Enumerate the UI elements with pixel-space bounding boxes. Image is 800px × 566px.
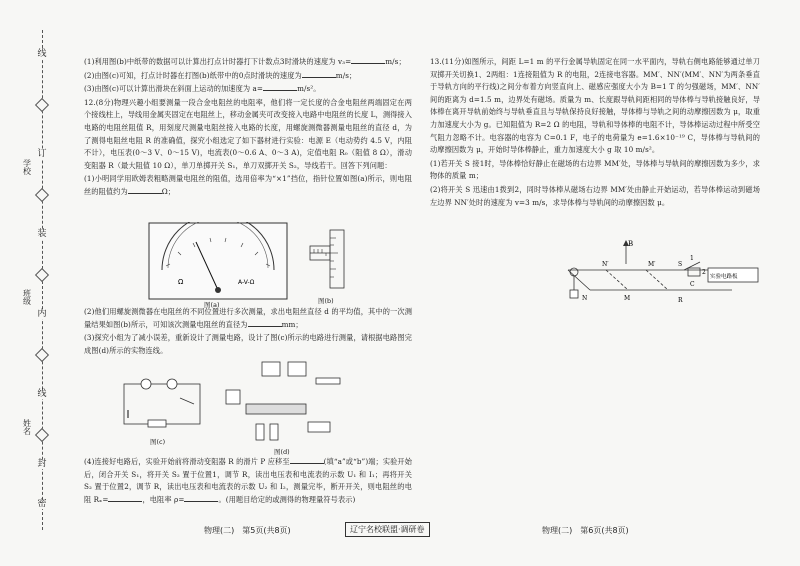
left-page-number: 物理(二) 第5页(共8页) [204,526,291,535]
answer-blank[interactable] [302,70,336,78]
circuit-diagram-figure [118,376,208,434]
left-column-bottom [84,456,412,507]
diamond-icon [35,428,49,442]
point-m-prime: M′ [648,261,656,268]
class-label: 班级 [23,289,31,307]
q11-part-2: (2)由图(c)可知，打点计时器在打图(b)纸带中的0点时滑块的速度为 m/s； [84,70,357,80]
switch-pos-1: 1 [690,255,694,262]
q12-part-1: (1)小明同学用欧姆表粗略测量电阻丝的阻值，选用倍率为“×1”挡位，指针位置如图(a)所示，则电阻丝的阻值约为 Ω； [84,174,412,196]
figure-b-caption: 图(b) [318,297,334,305]
switch-pos-2: 2 [702,269,706,276]
answer-blank[interactable] [128,186,162,194]
q12-part-2: (2)他们用螺旋测微器在电阻丝的不同位置进行多次测量，求出电阻丝直径 d 的平均值，其中的一次测量结果如图(b)所示，可知该次测量电阻丝的直径为 mm； [84,307,412,329]
diamond-icon [35,98,49,112]
cut-word: 线 [35,390,49,399]
point-n-prime: N′ [602,261,609,268]
school-label: 学校 [23,159,31,177]
name-label: 姓名 [23,419,31,437]
diamond-icon [35,268,49,282]
q11-part-3: (3)由图(c)可以计算出滑块在斜面上运动的加速度为 a= m/s²。 [84,84,321,94]
q13-part-1: (1)若开关 S 接1时，导体棒恰好静止在磁场的右边界 MM′处，导体棒与导轨间的摩擦因数为多少，求物体的质量 m； [430,158,760,181]
q12-part-4: (4)连接好电路后，实验开始前将滑动变阻器 R 的滑片 P 应移至 (填“a”或“b”)端；实验开始后，闭合开关 S₁，将开关 S₂ 置于位置1，调节 R，读出电压表和电流表的示数 U₁ 和 I₁；再将开关 S₂ 置于位置2，调节 R，读出电压表和电流表的示数 U₂ 和 I₂，测量完毕，断开开关，则电阻丝的电阻 Rₓ= ，电阻率 ρ= 。(用题目给定的或测得的物理量符号表示) [84,457,413,504]
capacitor-c: C [690,281,695,288]
answer-blank[interactable] [184,494,218,502]
switch-s: S [678,261,683,268]
answer-blank[interactable] [108,494,142,502]
q12-part-3: (3)探究小组为了减小误差，重新设计了测量电路，设计了图(c)所示的电路进行测量，请根据电路图完成图(d)所示的实物连线。 [84,333,412,355]
field-label-b: B [628,240,634,248]
cut-word: 封 [35,460,49,469]
q12-stem: 12.(8分)物理兴趣小组要测量一段合金电阻丝的电阻率，他们将一定长度的合金电阻丝两端固定在两个接线柱上，导线用金属夹固定在电阻丝上，移动金属夹可改变接入电路中电阻丝的长度 L，测得接入电路的电阻丝阻值 R，用刻度尺测量电阻丝接入电路的长度，用螺旋测微器测量电阻丝的直径 d，为了测得电阻丝电阻 R 的准确值，探究小组选定了如下器材进行实验：电源 E（电动势约 4.5 V，内阻不计），电压表(0～3 V、0～15 V)，电流表(0～0.6 A、0～3 A)，定值电阻 R₀（阻值 8 Ω），滑动变阻器 R（最大阻值 10 Ω），单刀单掷开关 S₁，单刀双掷开关 S₂，导线若干。回答下列问题： [84,97,412,170]
meter-unit: A-V-Ω [238,279,255,286]
point-n: N [582,295,588,302]
right-column [430,56,760,210]
cut-word: 线 [35,50,49,59]
left-column [84,56,412,200]
q13-part-2: (2)将开关 S 迅速由1拨到2，同时导体棒从磁场右边界 MM′处由静止开始运动，若导体棒运动到磁场左边界 NN′处时的速度为 v=3 m/s，求导体棒与导轨间的动摩擦因数 μ。 [430,184,760,207]
binding-margin [22,30,64,530]
figure-d-caption: 图(d) [274,448,290,456]
diamond-icon [35,348,49,362]
q11-part-1: (1)利用图(b)中纸带的数据可以计算出打点计时器打下计数点3时滑块的速度为 v₃= m/s； [84,57,406,66]
answer-blank[interactable] [263,83,297,91]
circuit-board-label: 实验电路板 [710,274,738,280]
answer-blank[interactable] [290,456,324,464]
diamond-icon [35,188,49,202]
answer-blank[interactable] [351,56,385,64]
left-column-lower [84,306,412,358]
figure-c-caption: 图(c) [150,438,166,446]
micrometer-figure [308,228,360,292]
cut-word: 装 [35,230,49,239]
exam-tag: 辽宁名校联盟·调研卷 [345,522,430,537]
component-layout-figure [222,360,342,444]
cut-word: 密 [35,500,49,509]
right-page-number: 物理(二) 第6页(共8页) [542,526,629,535]
ohmmeter-figure [148,222,288,300]
point-m: M [624,295,631,302]
cut-word: 内 [35,310,49,319]
rails-figure [560,232,760,308]
resistor-r: R [678,297,683,304]
figure-a-caption: 图(a) [204,301,220,309]
meter-omega: Ω [178,278,184,286]
cut-word: 订 [35,150,49,159]
answer-blank[interactable] [248,319,282,327]
q13-stem: 13.(11分)如图所示，间距 L=1 m 的平行金属导轨固定在同一水平面内，导轨右侧电路能够通过单刀双掷开关切换1、2两组：1连接阻值为 R 的电阻，2连接电容器。MM′、NN′(MM′、NN′为两条垂直于导轨方向的平行线)之间分布着方向竖直向上、磁感应强度大小为 B=1 T 的匀强磁场，MM′、NN′间的距离为 d=1.5 m，边界处有磁场。质量为 m、长度跟导轨间距相同的导体棒与导轨接触良好，导体棒在离开导轨前始终与导轨垂直且与导轨保持良好接触，导体棒与导轨之间的动摩擦因数为 μ，取重力加速度大小为 g。已知阻值为 R=2 Ω 的电阻，导轨和导体棒的电阻不计，导体棒运动过程中所受空气阻力忽略不计。电容器的电容为 C=0.1 F，电子的电荷量为 e=1.6×10⁻¹⁹ C，导体棒与导轨间的动摩擦因数为 μ，开始时导体棒静止，重力加速度大小 g 取 10 m/s²。 [430,57,760,155]
